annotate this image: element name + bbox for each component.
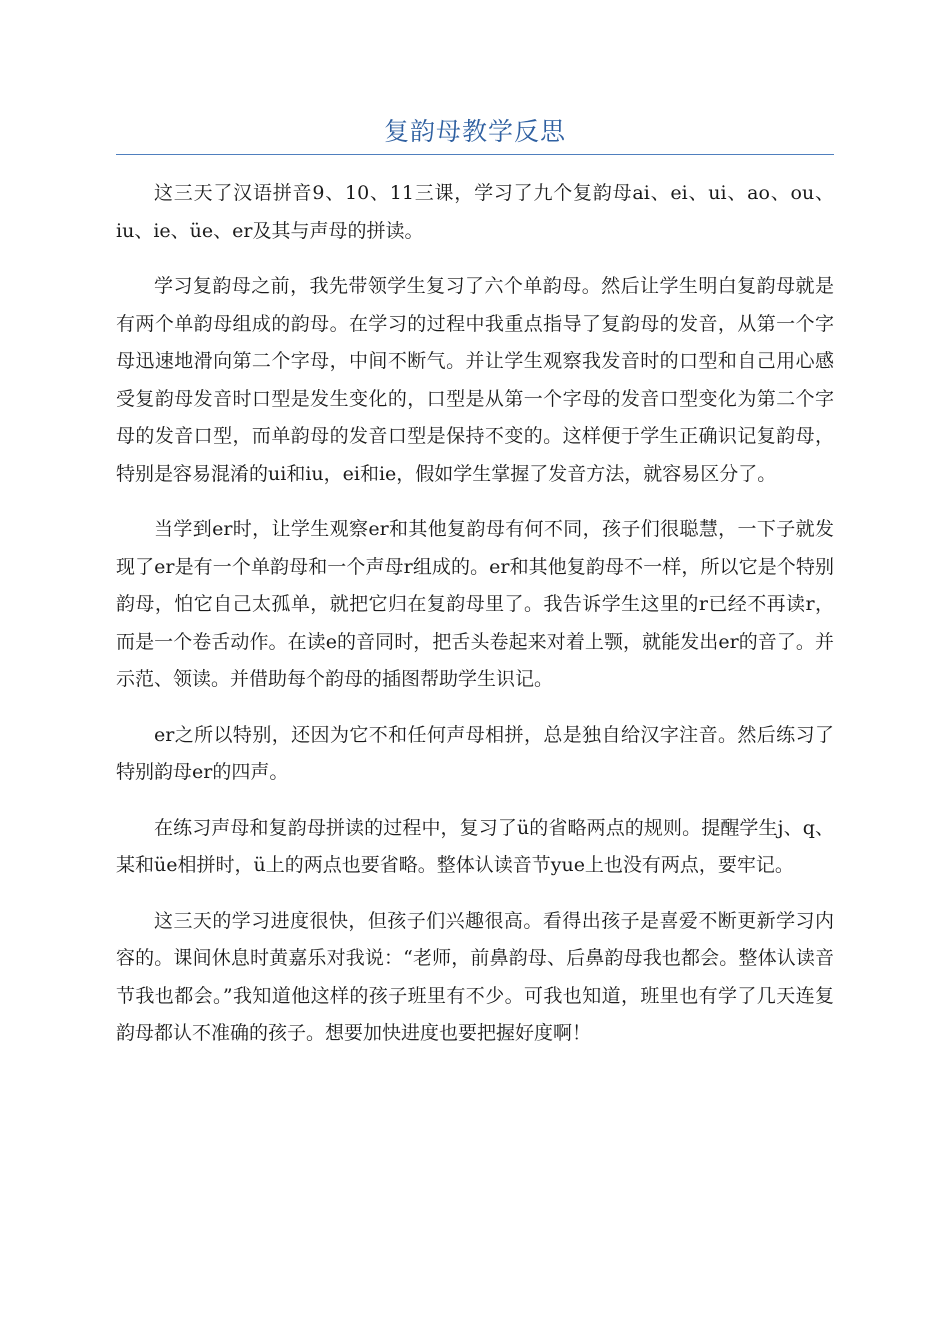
document-body [116, 175, 834, 1071]
paragraph-4: er之所以特别，还因为它不和任何声母相拼，总是独自给汉字注音。然后练习了特别韵母er的四声。 [116, 723, 834, 783]
page-title: 复韵母教学反思 [383, 117, 566, 146]
paragraph-1: 这三天了汉语拼音9、10、11三课，学习了九个复韵母ai、ei、ui、ao、ou、iu、ie、üe、er及其与声母的拼读。 [116, 182, 834, 242]
paragraph-3: 当学到er时，让学生观察er和其他复韵母有何不同，孩子们很聪慧，一下子就发现了er是有一个单韵母和一个声母r组成的。er和其他复韵母不一样，所以它是个特别韵母，怕它自己太孤单，就把它归在复韵母里了。我告诉学生这里的r已经不再读r，而是一个卷舌动作。在读e的音同时，把舌头卷起来对着上颚，就能发出er的音了。并示范、领读。并借助每个韵母的插图帮助学生识记。 [116, 518, 834, 690]
paragraph-5: 在练习声母和复韵母拼读的过程中，复习了ü的省略两点的规则。提醒学生j、q、某和üe相拼时，ü上的两点也要省略。整体认读音节yue上也没有两点，要牢记。 [116, 816, 834, 876]
title-underline [116, 154, 834, 155]
paragraph-6: 这三天的学习进度很快，但孩子们兴趣很高。看得出孩子是喜爱不断更新学习内容的。课间休息时黄嘉乐对我说：“老师，前鼻韵母、后鼻韵母我也都会。整体认读音节我也都会。”我知道他这样的孩子班里有不少。可我也知道，班里也有学了几天连复韵母都认不准确的孩子。想要加快进度也要把握好度啊！ [116, 909, 834, 1044]
paragraph-2: 学习复韵母之前，我先带领学生复习了六个单韵母。然后让学生明白复韵母就是有两个单韵母组成的韵母。在学习的过程中我重点指导了复韵母的发音，从第一个字母迅速地滑向第二个字母，中间不断气。并让学生观察我发音时的口型和自己用心感受复韵母发音时口型是发生变化的，口型是从第一个字母的发音口型变化为第二个字母的发音口型，而单韵母的发音口型是保持不变的。这样便于学生正确识记复韵母，特别是容易混淆的ui和iu，ei和ie，假如学生掌握了发音方法，就容易区分了。 [116, 275, 834, 485]
